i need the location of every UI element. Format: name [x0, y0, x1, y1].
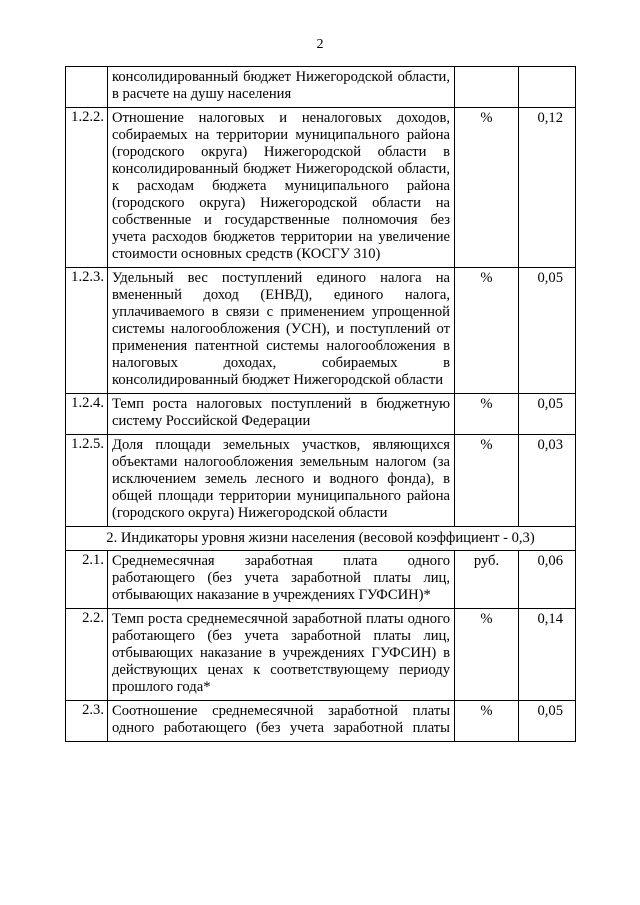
row-number: 2.2.: [66, 609, 108, 701]
table-row: [66, 701, 576, 742]
row-number: 1.2.3.: [66, 268, 108, 394]
table-row: [66, 435, 576, 527]
unit-cell: %: [455, 108, 519, 268]
row-number: 1.2.5.: [66, 435, 108, 527]
unit-cell: %: [455, 609, 519, 701]
table-row: [66, 108, 576, 268]
table-row: [66, 609, 576, 701]
weight-cell: 0,12: [519, 108, 576, 268]
indicator-text: консолидированный бюджет Нижегородской области, в расчете на душу населения: [108, 67, 455, 108]
row-number: 1.2.2.: [66, 108, 108, 268]
indicator-text: Среднемесячная заработная плата одного работающего (без учета заработной платы лиц, отбывающих наказание в учреждениях ГУФСИН)*: [108, 551, 455, 609]
unit-cell: %: [455, 394, 519, 435]
indicator-text: Темп роста среднемесячной заработной платы одного работающего (без учета заработной платы лиц, отбывающих наказание в учреждениях ГУФСИН) в действующих ценах к соответствующему периоду прошлого года*: [108, 609, 455, 701]
unit-cell: %: [455, 701, 519, 742]
indicator-text: Соотношение среднемесячной заработной платы одного работающего (без учета заработной платы: [108, 701, 455, 742]
indicator-text: Темп роста налоговых поступлений в бюджетную систему Российской Федерации: [108, 394, 455, 435]
row-number: [66, 67, 108, 108]
indicators-table: [65, 66, 576, 742]
unit-cell: [455, 67, 519, 108]
weight-cell: 0,06: [519, 551, 576, 609]
page-number: 2: [316, 37, 324, 52]
weight-cell: 0,03: [519, 435, 576, 527]
weight-cell: 0,05: [519, 701, 576, 742]
row-number: 2.3.: [66, 701, 108, 742]
indicator-text: Отношение налоговых и неналоговых доходов, собираемых на территории муниципального района (городского округа) Нижегородской области в консолидированный бюджет Нижегородской области, к расходам бюджета муниципального района (городского округа) Нижегородской области на собственные и государственные полномочия без учета расходов бюджетов территории на увеличение стоимости основных средств (КОСГУ 310): [108, 108, 455, 268]
table-row: [66, 67, 576, 108]
indicator-text: Доля площади земельных участков, являющихся объектами налогообложения земельным налогом (за исключением земель лесного и водного фонда), в общей площади территории муниципального района (городского округа) Нижегородской области: [108, 435, 455, 527]
indicator-text: Удельный вес поступлений единого налога на вмененный доход (ЕНВД), единого налога, уплачиваемого в связи с применением упрощенной системы налогообложения (УСН), и поступлений от применения патентной системы налогообложения в налоговых доходах, собираемых в консолидированный бюджет Нижегородской области: [108, 268, 455, 394]
table-row: [66, 551, 576, 609]
unit-cell: руб.: [455, 551, 519, 609]
weight-cell: 0,14: [519, 609, 576, 701]
section-header-row: [66, 527, 576, 551]
weight-cell: 0,05: [519, 268, 576, 394]
weight-cell: 0,05: [519, 394, 576, 435]
weight-cell: [519, 67, 576, 108]
unit-cell: %: [455, 268, 519, 394]
section-title: 2. Индикаторы уровня жизни населения (весовой коэффициент - 0,3): [66, 527, 576, 551]
row-number: 1.2.4.: [66, 394, 108, 435]
table-row: [66, 394, 576, 435]
unit-cell: %: [455, 435, 519, 527]
row-number: 2.1.: [66, 551, 108, 609]
table-row: [66, 268, 576, 394]
